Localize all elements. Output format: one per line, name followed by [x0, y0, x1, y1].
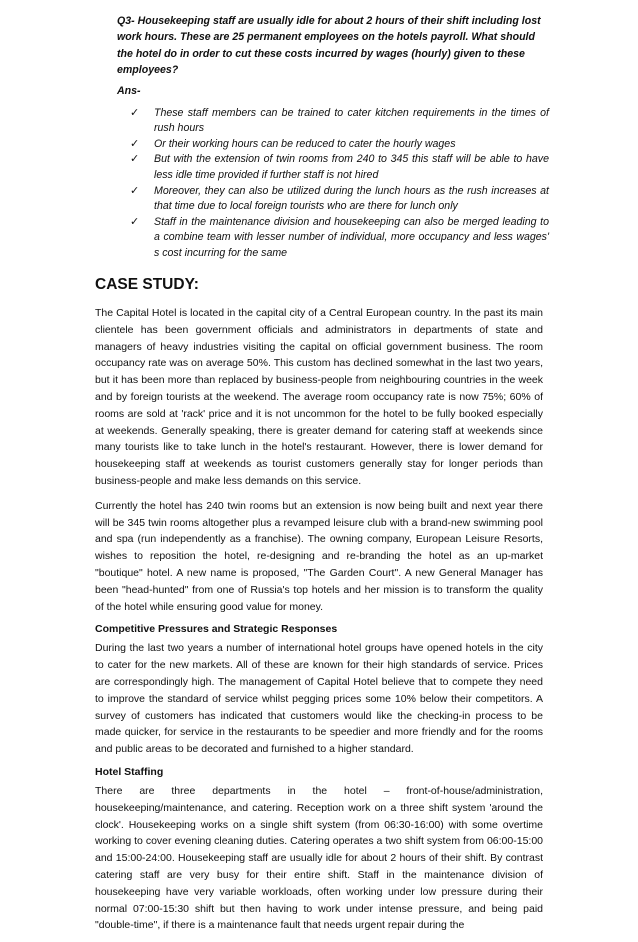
paragraph-extension: Currently the hotel has 240 twin rooms but an extension is now being built and next year there will be 345 twin rooms altogether plus a revamped leisure club with a brand-new swimming pool and spa (run independently as a franchise). The owning company, European Leisure Resorts, wishes to reposition the hotel, re-designing and re-branding the hotel as an up-market "boutique" hotel. A new name is proposed, "The Garden Court". A new General Manager has been "head-hunted" from one of Russia's top hotels and her mission is to transform the quality of the hotel while ensuring good value for money.: [95, 499, 543, 613]
answer-item: [117, 152, 549, 183]
checkmark-icon: ✓: [130, 106, 140, 119]
question-section: [117, 13, 549, 262]
heading-hotel-staffing: Hotel Staffing: [95, 765, 164, 778]
checkmark-icon: ✓: [130, 137, 140, 150]
answer-item: [117, 184, 549, 215]
checkmark-icon: ✓: [130, 153, 140, 166]
question-text: Q3- Housekeeping staff are usually idle for about 2 hours of their shift including lost work hours. These are 25 permanent employees on the hotels payroll. What should the hotel do in order to cut these costs incurred by wages (hourly) given to these employees?: [117, 15, 541, 77]
answer-item: [117, 106, 549, 137]
case-study-title: CASE STUDY:: [95, 276, 199, 293]
paragraph-background: The Capital Hotel is located in the capital city of a Central European country. In the past its main clientele has been government officials and administrators in departments of state and managers of heavy industries visiting the capital on official government business. The room occupancy rate was on average 50%. This custom has declined somewhat in the last two years, but it has been more than replaced by business-people from neighbouring countries in the week and by foreign tourists at the weekend. The average room occupancy rate is now 75%; 60% of rooms are sold at 'rack' price and it is not uncommon for the hotel to be fully booked especially at weekends. Generally speaking, there is greater demand for catering staff at weekends since many tourists like to take lunch in the hotel's restaurant. However, there is lower demand for housekeeping staff at weekends as tourist customers generally stay for longer periods than business-people and make less demands on this service.: [95, 307, 543, 487]
case-study-section: [95, 276, 543, 942]
answer-item: [117, 137, 549, 153]
checkmark-icon: ✓: [130, 184, 140, 197]
paragraph-staffing: There are three departments in the hotel – front-of-house/administration, housekeeping/maintenance, and catering. Reception work on a three shift system 'around the clock'. Housekeeping works on a single shift system (from 06:30-16:00) with some overtime working to cover evening cleaning duties. Catering operates a two shift system from 06:00-15:00 and 15:00-24:00. Housekeeping staff are usually idle for about 2 hours of their shift. By contrast catering staff are very busy for their entire shift. Staff in the maintenance division of housekeeping have very variable workloads, often working under low pressure during their normal 07:00-15:30 shift but then having to work under intense pressure, and being paid "double-time", if there is a maintenance fault that needs urgent repair during the: [95, 784, 543, 932]
answer-list: [117, 106, 549, 262]
heading-competitive-pressures: Competitive Pressures and Strategic Responses: [95, 623, 338, 636]
answer-text: But with the extension of twin rooms from 240 to 345 this staff will be able to have less idle time provided if further staff is not hired: [154, 153, 549, 181]
answer-text: Or their working hours can be reduced to cater the hourly wages: [154, 137, 456, 150]
answer-text: Moreover, they can also be utilized during the lunch hours as the rush increases at that time due to local foreign tourists who are there for lunch only: [154, 184, 549, 213]
paragraph-competition: During the last two years a number of international hotel groups have opened hotels in the city to cater for the new markets. All of these are known for their high standards of service. Prices are correspondingly high. The management of Capital Hotel believe that to compete they need to improve the standard of service whilst pegging prices some 10% below their competitors. A survey of customers has indicated that customers would like the checking-in process to be made quicker, for service in the restaurants to be speedier and more friendly and for the rooms and public areas to be decorated and furnished to a higher standard.: [95, 642, 543, 756]
answer-text: Staff in the maintenance division and housekeeping can also be merged leading to a combine team with lesser number of individual, more occupancy and less wages' s cost incurring for the same: [154, 215, 549, 259]
answer-text: These staff members can be trained to cater kitchen requirements in the times of rush hours: [154, 106, 549, 135]
answer-item: [117, 215, 549, 262]
checkmark-icon: ✓: [130, 215, 140, 228]
answer-label: Ans-: [117, 84, 141, 97]
